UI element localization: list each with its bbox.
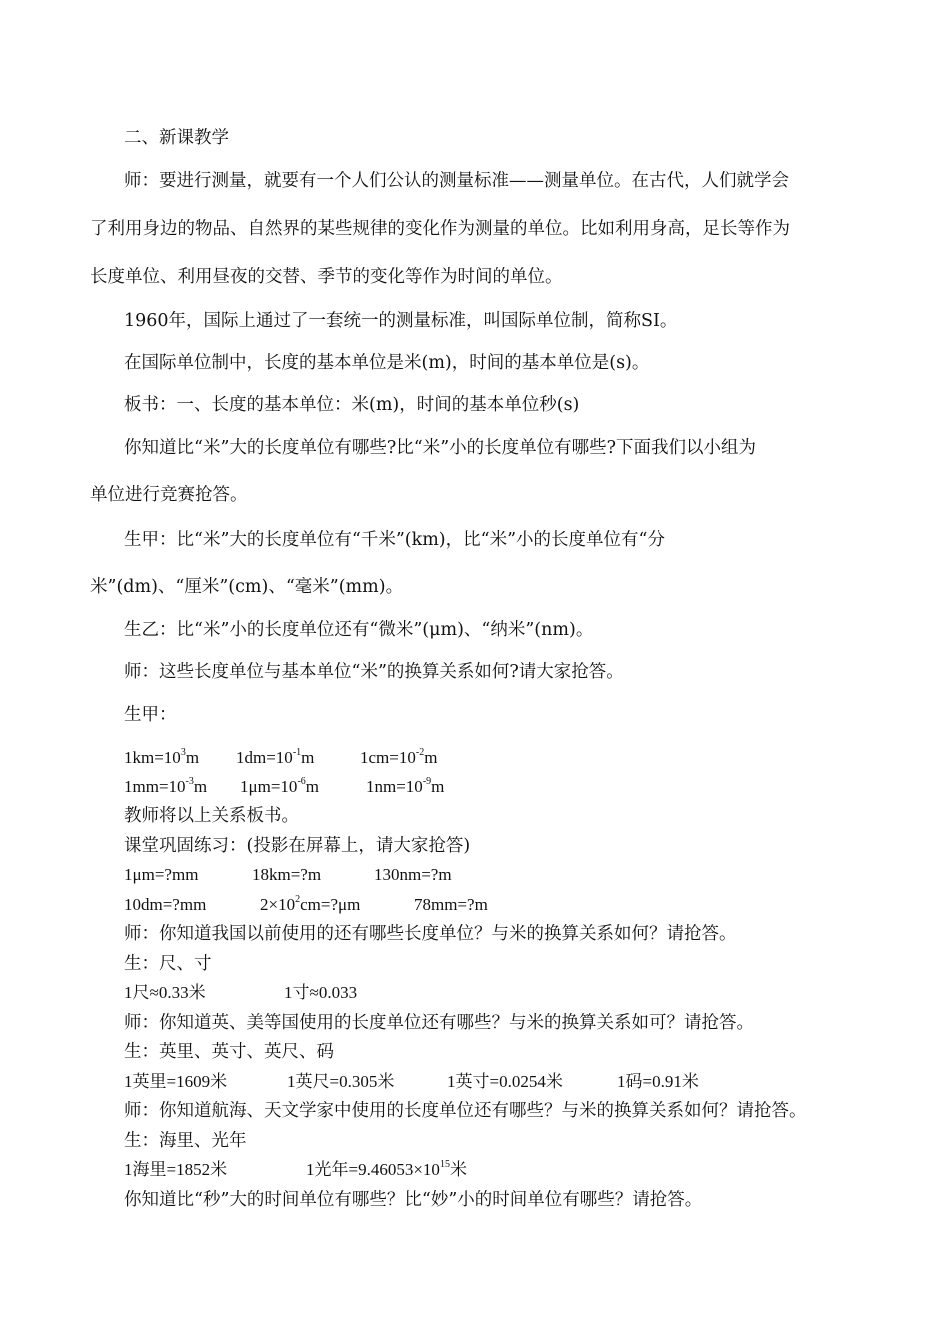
paragraph-line: 生甲：比“米”大的长度单位有“千米”(km)，比“米”小的长度单位有“分 <box>124 530 665 550</box>
paragraph: 教师将以上关系板书。 <box>124 806 299 826</box>
conversion: 1英寸=0.0254米 <box>447 1072 563 1091</box>
paragraph: 师：你知道航海、天文学家中使用的长度单位还有哪些？与米的换算关系如何？请抢答。 <box>124 1101 807 1121</box>
paragraph: 1960年，国际上通过了一套统一的测量标准，叫国际单位制，简称SI。 <box>124 311 678 331</box>
formula: $1mm=10^{-3}m$ <box>124 776 208 796</box>
paragraph: 生：英里、英寸、英尺、码 <box>124 1042 334 1062</box>
conversion: 1英尺=0.305米 <box>287 1072 395 1091</box>
paragraph: 生乙：比“米”小的长度单位还有“微米”(μm)、“纳米”(nm)。 <box>124 620 594 640</box>
conversion: 1光年$=9.46053\times 10^{15}$米 <box>306 1159 467 1179</box>
conversion: 1海里=1852米 <box>124 1160 228 1179</box>
exercise: $2\times 10^2cm=?\mu m$ <box>260 894 361 914</box>
paragraph-line: 师：要进行测量，就要有一个人们公认的测量标准——测量单位。在古代，人们就学会 <box>124 171 789 191</box>
paragraph: 师：你知道英、美等国使用的长度单位还有哪些？与米的换算关系如可？请抢答。 <box>124 1013 754 1033</box>
paragraph-line: 米”(dm)、“厘米”(cm)、“毫米”(mm)。 <box>90 577 404 597</box>
paragraph: 生：海里、光年 <box>124 1131 247 1151</box>
paragraph: 课堂巩固练习：(投影在屏幕上，请大家抢答) <box>124 836 471 856</box>
formula: $1cm=10^{-2}m$ <box>360 747 438 767</box>
paragraph-line: 单位进行竞赛抢答。 <box>90 485 248 505</box>
paragraph: 生甲： <box>124 705 177 725</box>
paragraph-line: 了利用身边的物品、自然界的某些规律的变化作为测量的单位。比如利用身高，足长等作为 <box>90 219 790 239</box>
paragraph-line: 长度单位、利用昼夜的交替、季节的变化等作为时间的单位。 <box>90 267 563 287</box>
conversion: 1英里=1609米 <box>124 1072 228 1091</box>
conversion: 1码=0.91米 <box>617 1072 699 1091</box>
paragraph: 在国际单位制中，长度的基本单位是米(m)，时间的基本单位是(s)。 <box>124 353 650 373</box>
formula: $1km=10^3m$ <box>124 747 200 767</box>
formula: $1\mu m=10^{-6}m$ <box>240 776 320 796</box>
exercise: 10dm=?mm <box>124 895 207 914</box>
conversion: 1尺≈0.33米 <box>124 983 206 1002</box>
paragraph: 师：这些长度单位与基本单位“米”的换算关系如何?请大家抢答。 <box>124 662 624 682</box>
paragraph: 生：尺、寸 <box>124 954 212 974</box>
exercise: 1μm=?mm <box>124 865 199 884</box>
section-heading: 二、新课教学 <box>124 128 229 148</box>
paragraph-line: 你知道比“米”大的长度单位有哪些?比“米”小的长度单位有哪些?下面我们以小组为 <box>124 438 757 458</box>
exercise: 18km=?m <box>252 865 322 884</box>
paragraph: 你知道比“秒”大的时间单位有哪些？比“妙”小的时间单位有哪些？请抢答。 <box>124 1190 703 1210</box>
exercise: 130nm=?m <box>374 865 452 884</box>
paragraph: 师：你知道我国以前使用的还有哪些长度单位？与米的换算关系如何？请抢答。 <box>124 924 737 944</box>
formula: $1dm=10^{-1}m$ <box>236 747 315 767</box>
exercise: 78mm=?m <box>414 895 488 914</box>
paragraph: 板书：一、长度的基本单位：米(m)，时间的基本单位秒(s) <box>124 395 580 415</box>
conversion: 1寸≈0.033 <box>284 983 358 1002</box>
formula: $1nm=10^{-9}m$ <box>366 776 445 796</box>
